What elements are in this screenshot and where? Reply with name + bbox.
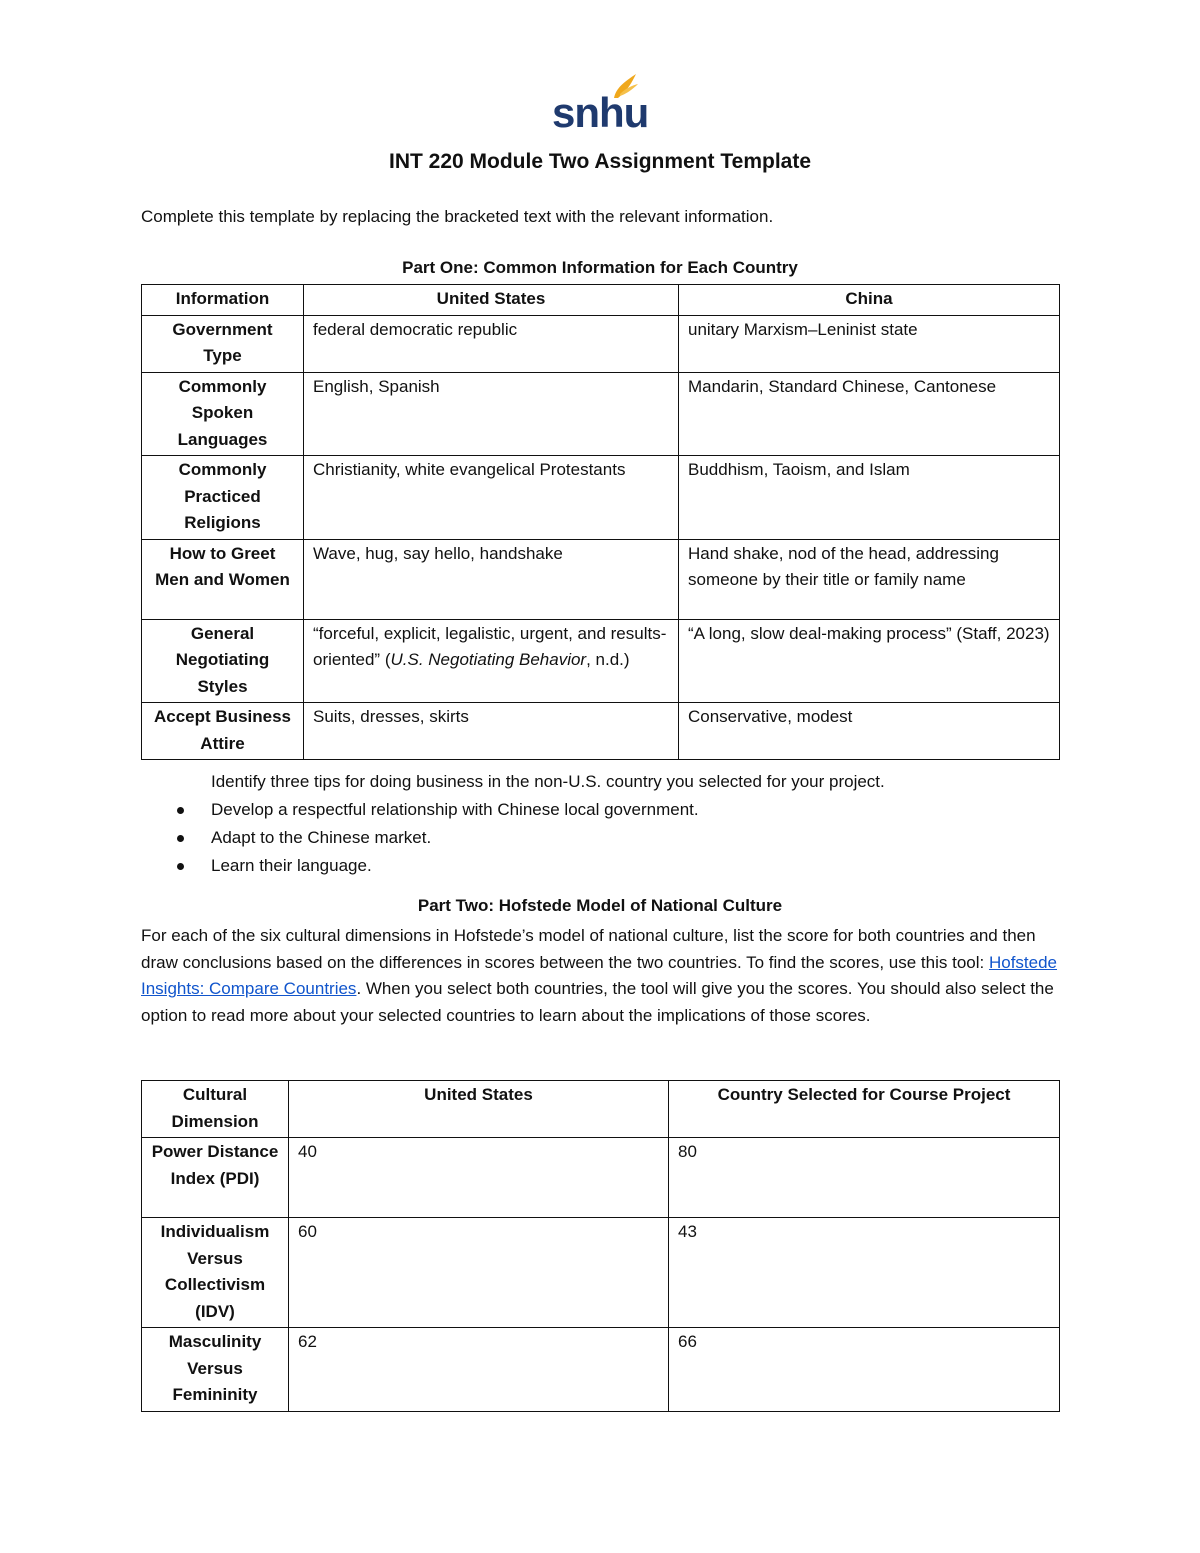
china-value: Buddhism, Taoism, and Islam — [679, 456, 1060, 540]
bullet-icon — [177, 863, 184, 870]
us-value-citation: U.S. Negotiating Behavior — [390, 650, 587, 669]
us-value-text-a: “forceful, explicit, legalistic, urgent, and results-oriented” ( — [313, 623, 667, 669]
table-row — [142, 456, 1060, 540]
tip-text: Develop a respectful relationship with Chinese local government. — [211, 800, 699, 819]
hofstede-compare-link[interactable]: Hofstede Insights: Compare Countries — [141, 952, 1058, 998]
table-header-row — [142, 285, 1060, 316]
us-value: Christianity, white evangelical Protestants — [304, 456, 679, 540]
header-cultural-dimension: Cultural Dimension — [142, 1081, 289, 1138]
header-united-states: United States — [304, 285, 679, 316]
row-label: Individualism Versus Collectivism (IDV) — [142, 1218, 289, 1328]
row-label: General Negotiating Styles — [142, 619, 304, 703]
us-value: Wave, hug, say hello, handshake — [304, 539, 679, 619]
selected-country-score: 43 — [669, 1218, 1060, 1328]
snhu-logo — [552, 72, 649, 136]
row-label: Power Distance Index (PDI) — [142, 1138, 289, 1218]
table-row — [142, 619, 1060, 703]
selected-country-score: 66 — [669, 1328, 1060, 1412]
china-value: “A long, slow deal-making process” (Staff, 2023) — [679, 619, 1060, 703]
tip-text: Learn their language. — [211, 856, 372, 875]
us-value-text-b: , n.d.) — [586, 650, 630, 669]
china-value: unitary Marxism–Leninist state — [679, 315, 1060, 372]
part-one-table — [141, 284, 1060, 760]
document-title: INT 220 Module Two Assignment Template — [389, 150, 811, 173]
tips-section — [141, 768, 1059, 880]
table-row — [142, 1328, 1060, 1412]
table-header-row — [142, 1081, 1060, 1138]
header-united-states: United States — [289, 1081, 669, 1138]
logo-text: snhu — [552, 89, 649, 136]
table-row — [142, 1138, 1060, 1218]
table-row — [142, 315, 1060, 372]
china-value: Mandarin, Standard Chinese, Cantonese — [679, 372, 1060, 456]
china-value: Hand shake, nod of the head, addressing someone by their title or family name — [679, 539, 1060, 619]
us-value: Suits, dresses, skirts — [304, 703, 679, 760]
header-china: China — [679, 285, 1060, 316]
us-score: 62 — [289, 1328, 669, 1412]
row-label: Accept Business Attire — [142, 703, 304, 760]
row-label: Commonly Spoken Languages — [142, 372, 304, 456]
part-two-table — [141, 1080, 1060, 1412]
instructions-text-a: For each of the six cultural dimensions in Hofstede’s model of national culture, list the score for both countries and then draw conclusions based on the differences in scores between the two countries. To find the scores, use this tool: — [141, 926, 1036, 972]
us-score: 60 — [289, 1218, 669, 1328]
part-one-caption: Part One: Common Information for Each Country — [402, 258, 798, 277]
us-value: English, Spanish — [304, 372, 679, 456]
row-label: Commonly Practiced Religions — [142, 456, 304, 540]
row-label: Government Type — [142, 315, 304, 372]
table-row — [142, 372, 1060, 456]
instructions-text-b: . When you select both countries, the tool will give you the scores. You should also select the option to read more about your selected countries to learn about the implications of those scores. — [141, 979, 1054, 1025]
selected-country-score: 80 — [669, 1138, 1060, 1218]
table-row — [142, 1218, 1060, 1328]
list-item — [141, 852, 1059, 880]
bullet-icon — [177, 807, 184, 814]
part-two-instructions — [141, 923, 1061, 1029]
us-value — [304, 619, 679, 703]
header-information: Information — [142, 285, 304, 316]
table-row — [142, 703, 1060, 760]
intro-text: Complete this template by replacing the bracketed text with the relevant information. — [141, 207, 774, 226]
us-score: 40 — [289, 1138, 669, 1218]
part-two-caption: Part Two: Hofstede Model of National Culture — [417, 896, 783, 915]
us-value: federal democratic republic — [304, 315, 679, 372]
row-label: Masculinity Versus Femininity — [142, 1328, 289, 1412]
china-value: Conservative, modest — [679, 703, 1060, 760]
list-item — [141, 796, 1059, 824]
tip-text: Adapt to the Chinese market. — [211, 828, 432, 847]
bullet-icon — [177, 835, 184, 842]
table-row — [142, 539, 1060, 619]
row-label: How to Greet Men and Women — [142, 539, 304, 619]
list-item — [141, 824, 1059, 852]
tips-list — [141, 796, 1059, 880]
tips-intro: Identify three tips for doing business in the non-U.S. country you selected for your project. — [211, 772, 885, 791]
header-selected-country: Country Selected for Course Project — [669, 1081, 1060, 1138]
